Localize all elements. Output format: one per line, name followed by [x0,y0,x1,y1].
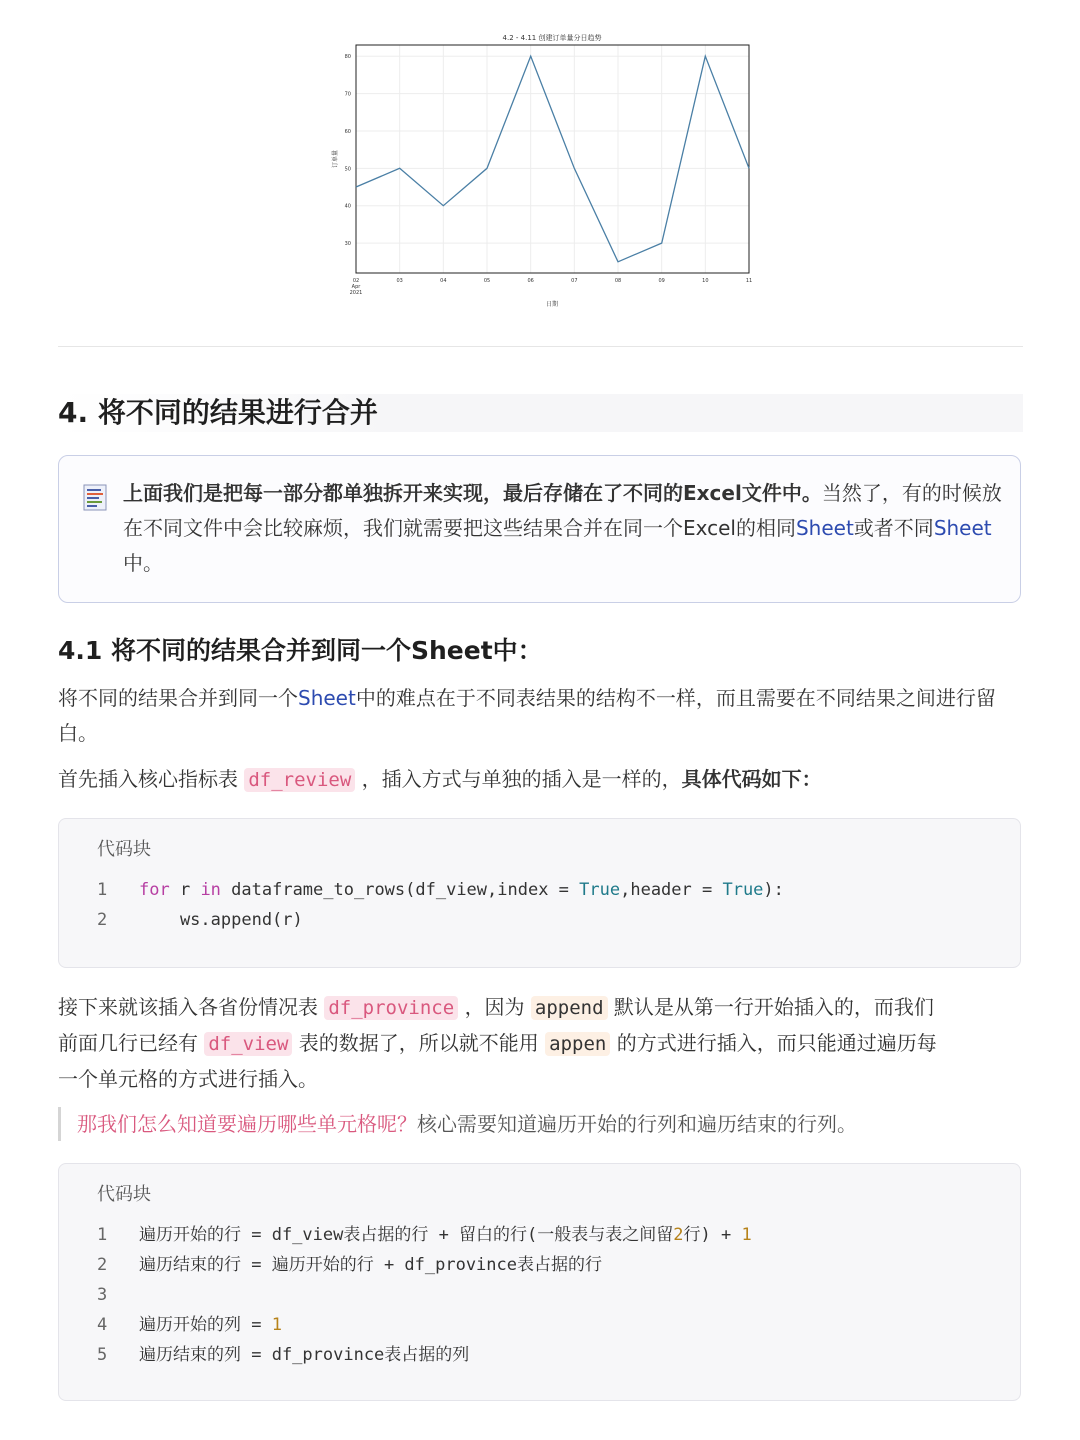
p3-text: 表的数据了，所以就不能用 [298,1031,539,1055]
line-number: 2 [97,910,108,930]
callout-sheet-2: Sheet [933,516,992,540]
code-text: 行) + [683,1225,742,1245]
x-tick-label: 02 Apr 2021 [349,278,363,296]
code-line [97,905,784,935]
code-lines [97,875,784,935]
code-text: ): [763,880,784,900]
callout-text [123,476,1003,581]
p2-text-a: 首先插入核心指标表 [58,767,238,791]
memo-icon [81,482,111,512]
p2-bold: 具体代码如下： [681,767,822,791]
code-text: 遍历开始的列 = [139,1315,272,1335]
y-tick-label: 80 [344,54,351,61]
p3-line-1 [58,990,1023,1026]
number-literal: 1 [271,1315,282,1335]
x-tick-label: 11 [745,278,753,284]
p2-text-b: ，插入方式与单独的插入是一样的， [361,767,682,791]
p1-text-a: 将不同的结果合并到同一个 [58,686,298,710]
paragraph-1 [58,681,1023,751]
x-tick-label: 05 [483,278,491,284]
line-number: 3 [97,1285,108,1305]
chart-svg [325,28,755,310]
paragraph-3 [58,990,1023,1097]
p3-text: 的方式进行插入，而只能通过遍历每 [616,1031,937,1055]
chart-title: 4.2 - 4.11 创建订单量分日趋势 [502,34,602,42]
section-4-1-heading: 4.1 将不同的结果合并到同一个Sheet中： [58,636,543,665]
number-literal: 1 [741,1225,752,1245]
code-line [97,875,784,905]
code-text: 遍历开始的行 = df_view表占据的行 + 留白的行(一般表与表之间留 [139,1225,674,1245]
inline-code-df-province: df_province [324,996,458,1020]
number-literal: 2 [673,1225,684,1245]
y-tick-label: 70 [344,91,351,98]
line-number: 2 [97,1255,108,1275]
paragraph-2 [58,762,1023,798]
inline-code-df-review: df_review [244,768,355,792]
y-axis-label: 订单量 [332,149,339,169]
x-tick-label: 03 [396,278,403,284]
code-block-1 [58,818,1021,968]
code-text: ,header = [620,880,723,900]
p3-text: 接下来就该插入各省份情况表 [58,995,318,1019]
code-text: ws.append(r) [139,910,303,930]
p3-text: 默认是从第一行开始插入的，而我们 [613,995,934,1019]
line-number: 4 [97,1315,108,1335]
y-tick-label: 50 [344,166,351,173]
callout-bold: 上面我们是把每一部分都单独拆开来实现，最后存储在了不同的Excel文件中。 [123,481,822,505]
quote-text: 核心需要知道遍历开始的行列和遍历结束的行列。 [417,1112,857,1136]
x-axis-label: 日期 [545,301,559,308]
x-tick-label: 09 [658,278,665,284]
p1-text-b: 中的难点在于不同表结果的结构不一样，而且需要在不同结果之间进行留白。 [58,686,996,745]
code-block-label: 代码块 [97,1184,151,1205]
bool-true: True [579,880,621,900]
line-number: 1 [97,880,108,900]
line-number: 1 [97,1225,108,1245]
callout-text-3: 中。 [123,551,163,575]
callout-box [58,455,1021,603]
code-line [97,1280,752,1310]
code-block-2 [58,1163,1021,1401]
code-line [97,1340,752,1370]
code-text: 遍历结束的列 = df_province表占据的列 [139,1345,470,1365]
y-tick-label: 30 [344,241,351,248]
inline-code-append: append [531,996,608,1020]
code-line [97,1220,752,1250]
x-tick-label: 06 [527,278,534,284]
bool-true: True [722,880,764,900]
section-divider [58,346,1023,347]
x-tick-label: 04 [440,278,447,284]
inline-code-appen: appen [545,1032,610,1056]
y-tick-label: 40 [344,203,351,210]
callout-text-1: 当然了，有的时候放在不同文件中会比较麻烦，我们就需要把这些结果合并在同一个Excel的相同 [123,481,1002,540]
section-4-heading: 4. 将不同的结果进行合并 [58,394,1023,432]
p3-text: 前面几行已经有 [58,1031,198,1055]
p3-line-2 [58,1026,1023,1062]
x-tick-label: 10 [702,278,709,284]
keyword-for: for [139,880,170,900]
quote-question: 那我们怎么知道要遍历哪些单元格呢？ [77,1112,417,1136]
inline-code-df-view: df_view [204,1032,292,1056]
code-text: r [169,880,201,900]
keyword-in: in [200,880,221,900]
p3-text: ，因为 [464,995,525,1019]
callout-text-2: 或者不同 [853,516,934,540]
y-tick-label: 60 [344,128,351,135]
order-trend-chart [325,28,755,310]
line-number: 5 [97,1345,108,1365]
callout-sheet-1: Sheet [795,516,854,540]
blockquote [58,1107,1023,1141]
code-block-label: 代码块 [97,839,151,860]
x-tick-label: 07 [571,278,578,284]
code-lines [97,1220,752,1370]
p1-sheet: Sheet [298,686,356,710]
code-text: 遍历结束的行 = 遍历开始的行 + df_province表占据的行 [139,1255,602,1275]
code-line [97,1250,752,1280]
x-tick-label: 08 [614,278,622,284]
code-line [97,1310,752,1340]
p3-line-3: 一个单元格的方式进行插入。 [58,1067,318,1091]
code-text: dataframe_to_rows(df_view,index = [220,880,580,900]
